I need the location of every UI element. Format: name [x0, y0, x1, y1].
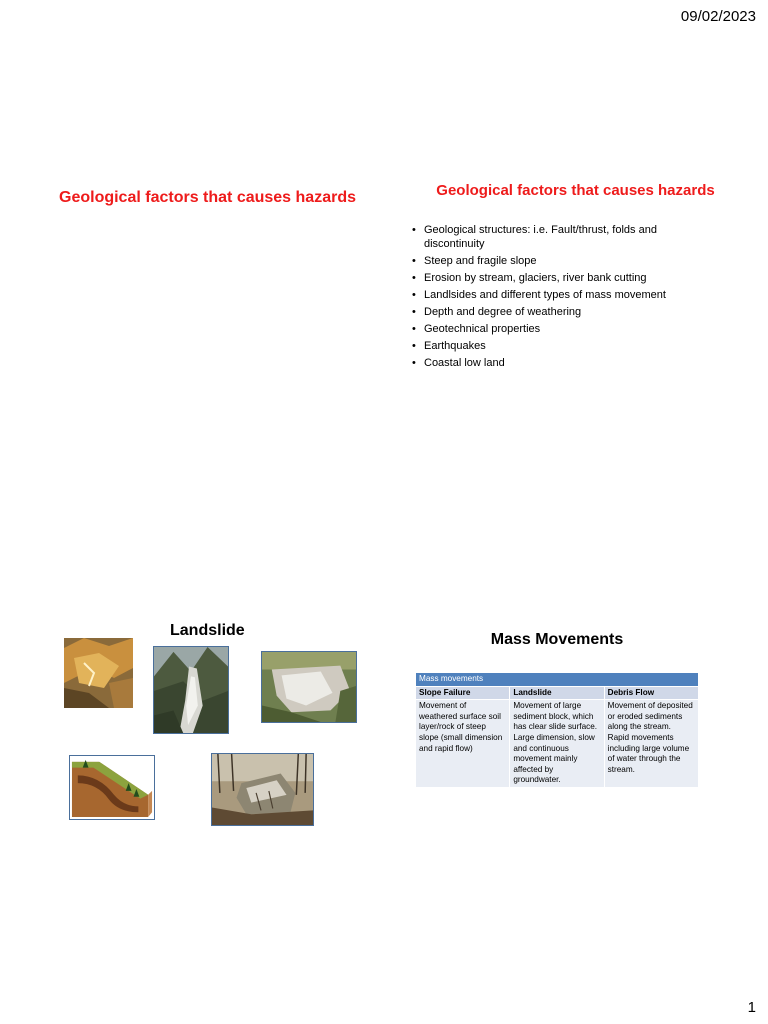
list-item: • Coastal low land: [410, 357, 700, 371]
list-item: • Steep and fragile slope: [410, 255, 700, 269]
rock-face-photo: [64, 638, 133, 708]
table-column-header: Slope Failure: [416, 686, 510, 700]
slide-1-title: Geological factors that causes hazards: [59, 189, 356, 206]
table-cell: Movement of weathered surface soil layer/rock of steep slope (small dimension and rapid flow): [416, 700, 510, 788]
slide-3-title: Landslide: [170, 622, 245, 639]
page-number: 1: [747, 999, 756, 1016]
table-column-header: Landslide: [510, 686, 604, 700]
date-stamp: 09/02/2023: [680, 8, 756, 25]
slope-cross-section-diagram: [69, 755, 155, 820]
slide-4: [398, 612, 753, 882]
list-item: • Geological structures: i.e. Fault/thrust, folds and discontinuity: [410, 224, 700, 251]
mass-movements-table: [415, 672, 699, 788]
eroded-cliff-photo: [261, 651, 357, 723]
list-item: • Erosion by stream, glaciers, river bank cutting: [410, 272, 700, 286]
factor-list: [410, 224, 700, 374]
table-caption: Mass movements: [416, 673, 699, 687]
table-column-header: Debris Flow: [604, 686, 698, 700]
slide-3: [20, 612, 395, 882]
table-cell: Movement of large sediment block, which has clear slide surface. Large dimension, slow and continuous movement mainly affected by groundwater.: [510, 700, 604, 788]
slide-2: [398, 100, 753, 390]
slide-2-title: Geological factors that causes hazards: [436, 182, 715, 199]
list-item: • Geotechnical properties: [410, 323, 700, 337]
table-cell: Movement of deposited or eroded sediments along the stream. Rapid movements including large volume of water through the stream.: [604, 700, 698, 788]
damaged-house-photo: [211, 753, 314, 826]
list-item: • Depth and degree of weathering: [410, 306, 700, 320]
mountain-landslide-photo: [153, 646, 229, 734]
list-item: • Landlsides and different types of mass movement: [410, 289, 700, 303]
slide-4-title: Mass Movements: [490, 631, 624, 648]
list-item: • Earthquakes: [410, 340, 700, 354]
slide-1: [20, 100, 395, 380]
